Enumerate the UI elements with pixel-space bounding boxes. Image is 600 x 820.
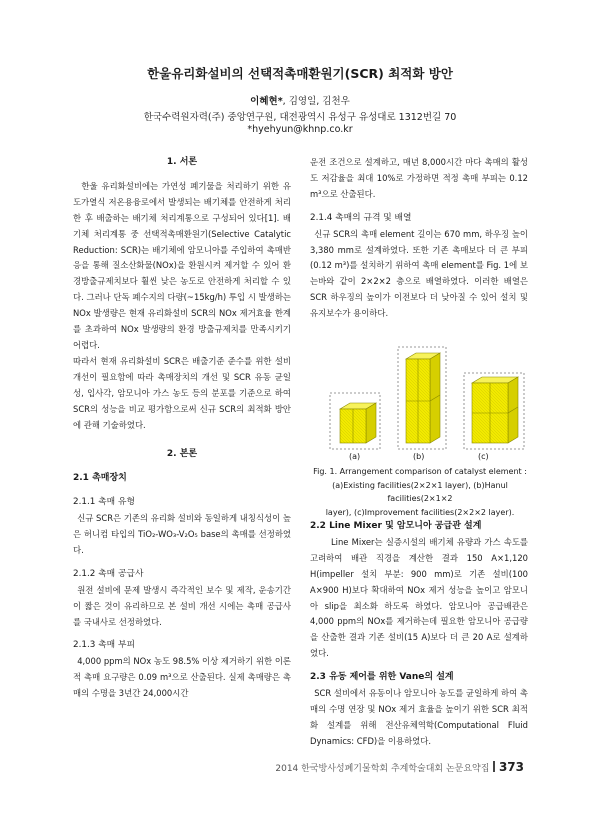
intro-paragraph-2: 따라서 현재 유리화설비 SCR은 배출기준 준수를 위한 설비개선이 필요함에 따라 촉매장치의 개선 및 SCR 유동 균일성, 입사각, 암모니아 가스 농도 등의 분포를 기준으로 하여 SCR의 성능을 비교 평가함으로써 신규 SCR의 최적화 방안에 관해 기술하였다. bbox=[73, 355, 291, 430]
section-2-2-heading: 2.2 Line Mixer 및 암모니아 공급관 설계 bbox=[310, 521, 482, 531]
section-2-1-heading: 2.1 촉매장치 bbox=[73, 473, 127, 484]
section-intro-heading: 1. 서론 bbox=[166, 157, 198, 167]
section-body-heading: 2. 본론 bbox=[166, 449, 198, 460]
section-2-3-text: SCR 설비에서 유동이나 암모니아 농도를 균일하게 하여 촉매의 수명 연장 및 NOx 제거 효율을 높이기 위한 SCR 최적화 설계를 위해 전산유체역학(Computational Fluid Dynamics: CFD)을 이용하였다. bbox=[310, 688, 528, 746]
paper-title: 한울유리화설비의 선택적촉매환원기(SCR) 최적화 방안 bbox=[147, 66, 453, 81]
section-2-1-3-text: 4,000 ppm의 NOx 농도 98.5% 이상 제거하기 위한 이론적 촉매 요구량은 0.09 m³으로 산출된다. 실제 촉매량은 촉매의 수명을 3년간 24,000시간 bbox=[73, 656, 291, 699]
catalyst-arrangement-figure bbox=[328, 345, 528, 460]
left-column bbox=[73, 155, 291, 702]
catalyst-figure-svg bbox=[328, 345, 528, 460]
figure-caption-line-2: (a)Existing facilities(2×2×1 layer), (b)Hanul facilities(2×1×2 bbox=[332, 480, 508, 503]
right-column-lower bbox=[310, 519, 528, 750]
figure-label-c: (c) bbox=[478, 452, 489, 461]
affiliation: 한국수력원자력(주) 중앙연구원, 대전광역시 유성구 유성대로 1312번길 70 bbox=[143, 112, 457, 123]
figure-caption-line-3: layer), (c)Improvement facilities(2×2×2 layer). bbox=[325, 507, 515, 517]
section-2-1-4-heading: 2.1.4 촉매의 규격 및 배열 bbox=[310, 212, 412, 223]
footer-proceedings: 2014 한국방사성폐기물학회 추계학술대회 논문요약집 bbox=[275, 764, 490, 774]
section-2-1-4-text: 신규 SCR의 촉매 element 길이는 670 mm, 하우징 높이 3,380 mm로 설계하였다. 또한 기존 촉매보다 더 큰 부피(0.12 m³)를 설치하기 위하여 촉매 element를 Fig. 1에 보는바와 같이 2×2×2 층으로 배열하였다. 이러한 배열은 SCR 하우징의 높이가 이전보다 더 낮아질 수 있어 설치 및 유지보수가 용이하다. bbox=[310, 228, 528, 319]
volume-text-continued: 운전 조건으로 설계하고, 매년 8,000시간 마다 촉매의 활성도 저감율을 최대 10%로 가정하면 적정 촉매 부피는 0.12 m³으로 산출된다. bbox=[310, 157, 528, 199]
footer-divider bbox=[493, 761, 495, 772]
intro-paragraph-1: 한울 유리화설비에는 가연성 폐기물을 처리하기 위한 유도가열식 저온용융로에서 발생되는 배기체를 안전하게 처리한 후 배출하는 배기체 처리계통으로 구성되어 있다[1]. 배기체 처리계통 중 선택적촉매환원기(Selective Catalytic Reduction: SCR)는 배기체에 암모니아를 주입하여 촉매반응을 통해 질소산화물(NOx)을 환원시켜 제거할 수 있어 환경방출규제치보다 훨씬 낮은 농도로 안전하게 처리할 수 있다. 그러나 단독 폐수지의 다량(~15kg/h) 투입 시 발생하는 NOx 발생량은 현재 유리화설비 SCR의 NOx 제거효율 한계를 초과하여 NOx 발생량의 환경 방출규제치를 만족시키기 어렵다. bbox=[73, 180, 291, 350]
section-2-2-text: Line Mixer는 실증시설의 배기체 유량과 가스 속도를 고려하여 배관 직경을 계산한 결과 150 A×1,120 H(impeller 설치 부분: 900 mm)로 기존 설비(100 A×900 H)보다 확대하여 NOx 제거 성능을 높이고 암모니아 slip을 최소화 하도록 하였다. 암모니아 공급배관은 4,000 ppm의 NOx를 제거하는데 필요한 암모니아 공급량을 산출한 결과 기존 설비(15 A)보다 더 큰 20 A로 설계하였다. bbox=[310, 536, 528, 659]
section-2-3-heading: 2.3 유동 제어를 위한 Vane의 설계 bbox=[310, 672, 454, 683]
page-footer bbox=[275, 760, 524, 774]
email: *hyehyun@khnp.co.kr bbox=[247, 124, 353, 135]
section-2-1-2-heading: 2.1.2 촉매 공급사 bbox=[73, 568, 144, 579]
section-2-1-1-text: 신규 SCR은 기존의 유리화 설비와 동일하게 내칭식성이 높은 허니컴 타입의 TiO₂-WO₃-V₂O₅ base의 촉매를 선정하였다. bbox=[73, 513, 291, 555]
figure-label-b: (b) bbox=[413, 452, 425, 461]
catalyst-block-b bbox=[398, 347, 446, 449]
section-2-1-1-heading: 2.1.1 촉매 유형 bbox=[73, 497, 135, 508]
authors bbox=[0, 93, 600, 107]
section-2-1-3-heading: 2.1.3 촉매 부피 bbox=[73, 640, 135, 651]
co-authors: , 김영일, 김천우 bbox=[282, 96, 350, 107]
figure-label-a: (a) bbox=[349, 452, 361, 461]
page-number: 373 bbox=[498, 760, 524, 774]
catalyst-block-c bbox=[464, 373, 524, 449]
section-2-1-2-text: 원전 설비에 문제 발생시 즉각적인 보수 및 제작, 운송기간이 짧은 것이 유리하므로 본 설비 개선 시에는 촉매 공급사를 국내사로 선정하였다. bbox=[73, 584, 291, 627]
catalyst-block-a bbox=[330, 393, 380, 449]
lead-author: 이혜현* bbox=[250, 96, 283, 107]
right-column bbox=[310, 155, 528, 322]
figure-caption bbox=[305, 465, 535, 519]
figure-caption-line-1: Fig. 1. Arrangement comparison of catalyst element : bbox=[313, 467, 527, 476]
